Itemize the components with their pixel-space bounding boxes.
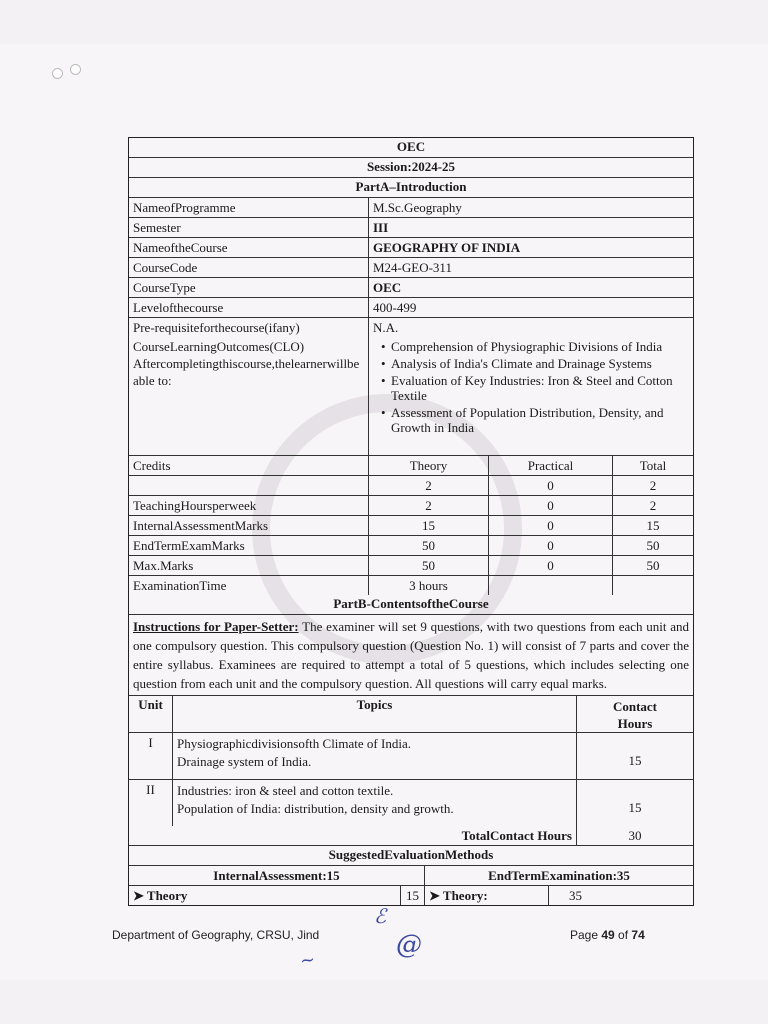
credits-value: 0: [489, 536, 613, 555]
credits-row: [129, 536, 693, 556]
clo-label: [129, 337, 369, 455]
unit-topic-line: Physiographicdivisionsofth Climate of India.: [177, 736, 411, 751]
end-theory-value: 35: [569, 888, 582, 903]
credits-row-label: EndTermExamMarks: [129, 536, 369, 555]
intro-value: GEOGRAPHY OF INDIA: [373, 240, 521, 255]
hours-header-line2: Hours: [617, 716, 653, 731]
intro-table: [129, 198, 693, 337]
credits-header-row: [129, 456, 693, 476]
part-b-title: PartB-ContentsoftheCourse: [333, 596, 489, 611]
units-table: [129, 733, 693, 826]
hours-header: [577, 696, 693, 732]
instructions-text: [129, 615, 693, 695]
signature-1: ~: [298, 949, 317, 972]
clo-row: [129, 337, 693, 456]
end-theory-label: ➤ Theory:: [425, 886, 549, 905]
intro-value: OEC: [373, 280, 402, 295]
credits-value: 15: [646, 518, 660, 533]
evaluation-title: SuggestedEvaluationMethods: [328, 847, 494, 862]
credits-row: [129, 476, 693, 496]
intro-value: 400-499: [373, 300, 417, 315]
unit-topic-line: Industries: iron & steel and cotton textile.: [177, 783, 394, 798]
credits-value: 50: [369, 536, 489, 555]
credits-values: [369, 576, 693, 595]
credits-table: [129, 476, 693, 595]
footer-page-prefix: Page: [570, 928, 602, 942]
clo-label-desc: Aftercompletingthiscourse,thelearnerwillbeable to:: [133, 356, 360, 388]
session-title: Session:2024-25: [366, 159, 456, 174]
unit-row: [129, 733, 693, 780]
total-hours-label: TotalContact Hours: [129, 826, 577, 845]
clo-item: • Assessment of Population Distribution, Density, and Growth in India: [385, 405, 689, 435]
intro-label: Pre-requisiteforthecourse(ifany): [129, 318, 369, 337]
credits-value: 50: [646, 538, 660, 553]
credits-value: 0: [489, 476, 613, 495]
total-hours-value: 30: [628, 828, 642, 843]
intro-row: [129, 318, 693, 337]
intro-row: [129, 238, 693, 258]
evaluation-heading: [129, 846, 693, 866]
credits-values: [369, 496, 693, 515]
intro-row: [129, 198, 693, 218]
credits-headers: [369, 456, 693, 475]
footer-page-total: 74: [631, 928, 645, 942]
footer-department: [112, 928, 319, 942]
credits-row-label: ExaminationTime: [129, 576, 369, 595]
credits-row-label: InternalAssessmentMarks: [129, 516, 369, 535]
credits-values: [369, 476, 693, 495]
credits-label: Credits: [129, 456, 369, 475]
part-b-heading: [129, 595, 693, 615]
punch-hole: [70, 64, 81, 75]
intro-value: M24-GEO-311: [373, 260, 452, 275]
credits-value: 2: [649, 478, 657, 493]
credits-value: [613, 576, 693, 595]
unit-row: [129, 780, 693, 826]
footer-department-text: Department of Geography, CRSU, Jind: [112, 928, 320, 942]
clo-item: • Analysis of India's Climate and Drainage Systems: [385, 356, 689, 371]
credits-values: [369, 516, 693, 535]
internal-theory-label: ➤ Theory: [129, 886, 401, 905]
instructions-row: [129, 615, 693, 696]
course-document: [128, 137, 694, 906]
credits-value: 0: [489, 556, 613, 575]
intro-value: N.A.: [373, 320, 399, 335]
unit-topics: [173, 780, 577, 826]
intro-row: [129, 218, 693, 238]
unit-topic-line: Drainage system of India.: [177, 754, 312, 769]
intro-row: [129, 298, 693, 318]
oec-heading: [129, 138, 693, 158]
intro-label: Levelofthecourse: [129, 298, 369, 317]
intro-row: [129, 258, 693, 278]
evaluation-theory-row: [129, 886, 693, 905]
clo-item: • Evaluation of Key Industries: Iron & Steel and Cotton Textile: [385, 373, 689, 403]
credits-row: [129, 516, 693, 536]
unit-hours: 15: [628, 753, 642, 768]
credits-value: 50: [646, 558, 660, 573]
units-header-row: [129, 696, 693, 733]
signature-2: @: [396, 930, 422, 960]
total-hours-row: [129, 826, 693, 846]
credits-row: [129, 496, 693, 516]
clo-item: • Comprehension of Physiographic Divisions of India: [385, 339, 689, 354]
credits-value: 50: [369, 556, 489, 575]
intro-value: III: [373, 220, 389, 235]
credits-value: 2: [649, 498, 657, 513]
credits-value: 15: [369, 516, 489, 535]
end-term-head: EndTermExamination:35: [488, 868, 630, 883]
credits-value: 2: [369, 496, 489, 515]
clo-label-title: CourseLearningOutcomes(CLO): [133, 339, 305, 354]
intro-label: NameofProgramme: [129, 198, 369, 217]
punch-hole: [52, 68, 63, 79]
session-heading: [129, 158, 693, 178]
credits-row-label: Max.Marks: [129, 556, 369, 575]
unit-number: I: [129, 733, 173, 779]
intro-row: [129, 278, 693, 298]
clo-list-cell: [369, 337, 693, 455]
signature-mark: ℰ: [374, 904, 387, 928]
credits-row: [129, 556, 693, 576]
intro-value: M.Sc.Geography: [373, 200, 462, 215]
credits-header: Theory: [369, 456, 489, 475]
credits-value: 3 hours: [369, 576, 489, 595]
unit-topic-line: Population of India: distribution, density and growth.: [177, 801, 454, 816]
intro-label: CourseType: [129, 278, 369, 297]
instructions-heading: Instructions for Paper-Setter:: [133, 619, 299, 634]
hours-header-line1: Contact: [612, 699, 658, 714]
credits-values: [369, 536, 693, 555]
credits-row: [129, 576, 693, 595]
unit-hours: 15: [628, 800, 642, 815]
unit-topics: [173, 733, 577, 779]
footer-page-number: 49: [601, 928, 615, 942]
credits-values: [369, 556, 693, 575]
footer-page: [570, 928, 645, 942]
clo-list: [373, 339, 689, 435]
credits-value: 0: [489, 516, 613, 535]
credits-header: Total: [639, 458, 667, 473]
credits-row-label: [129, 476, 369, 495]
credits-header: Practical: [489, 456, 613, 475]
credits-row-label: TeachingHoursperweek: [129, 496, 369, 515]
instructions-body: The examiner will set 9 questions, with two questions from each unit and one compulsory question. This compulsory question (Question No. 1) will consist of 7 parts and cover the entire syllabus. Examinees are required to attempt a total of 5 questions, which includes selecting one question from each unit and the compulsory question. All questions will carry equal marks.: [133, 619, 689, 691]
unit-header: Unit: [129, 696, 173, 732]
credits-value: 2: [369, 476, 489, 495]
oec-title: OEC: [396, 139, 426, 154]
evaluation-subheads: [129, 866, 693, 886]
intro-label: CourseCode: [129, 258, 369, 277]
footer-page-mid: of: [614, 928, 632, 942]
unit-number: II: [129, 780, 173, 826]
topics-header: Topics: [173, 696, 577, 732]
internal-theory-value: 15: [401, 886, 425, 905]
credits-value: [489, 576, 613, 595]
intro-label: NameoftheCourse: [129, 238, 369, 257]
intro-label: Semester: [129, 218, 369, 237]
part-a-title: PartA–Introduction: [355, 179, 467, 194]
internal-assessment-head: InternalAssessment:15: [129, 866, 425, 885]
credits-value: 0: [489, 496, 613, 515]
part-a-heading: [129, 178, 693, 198]
